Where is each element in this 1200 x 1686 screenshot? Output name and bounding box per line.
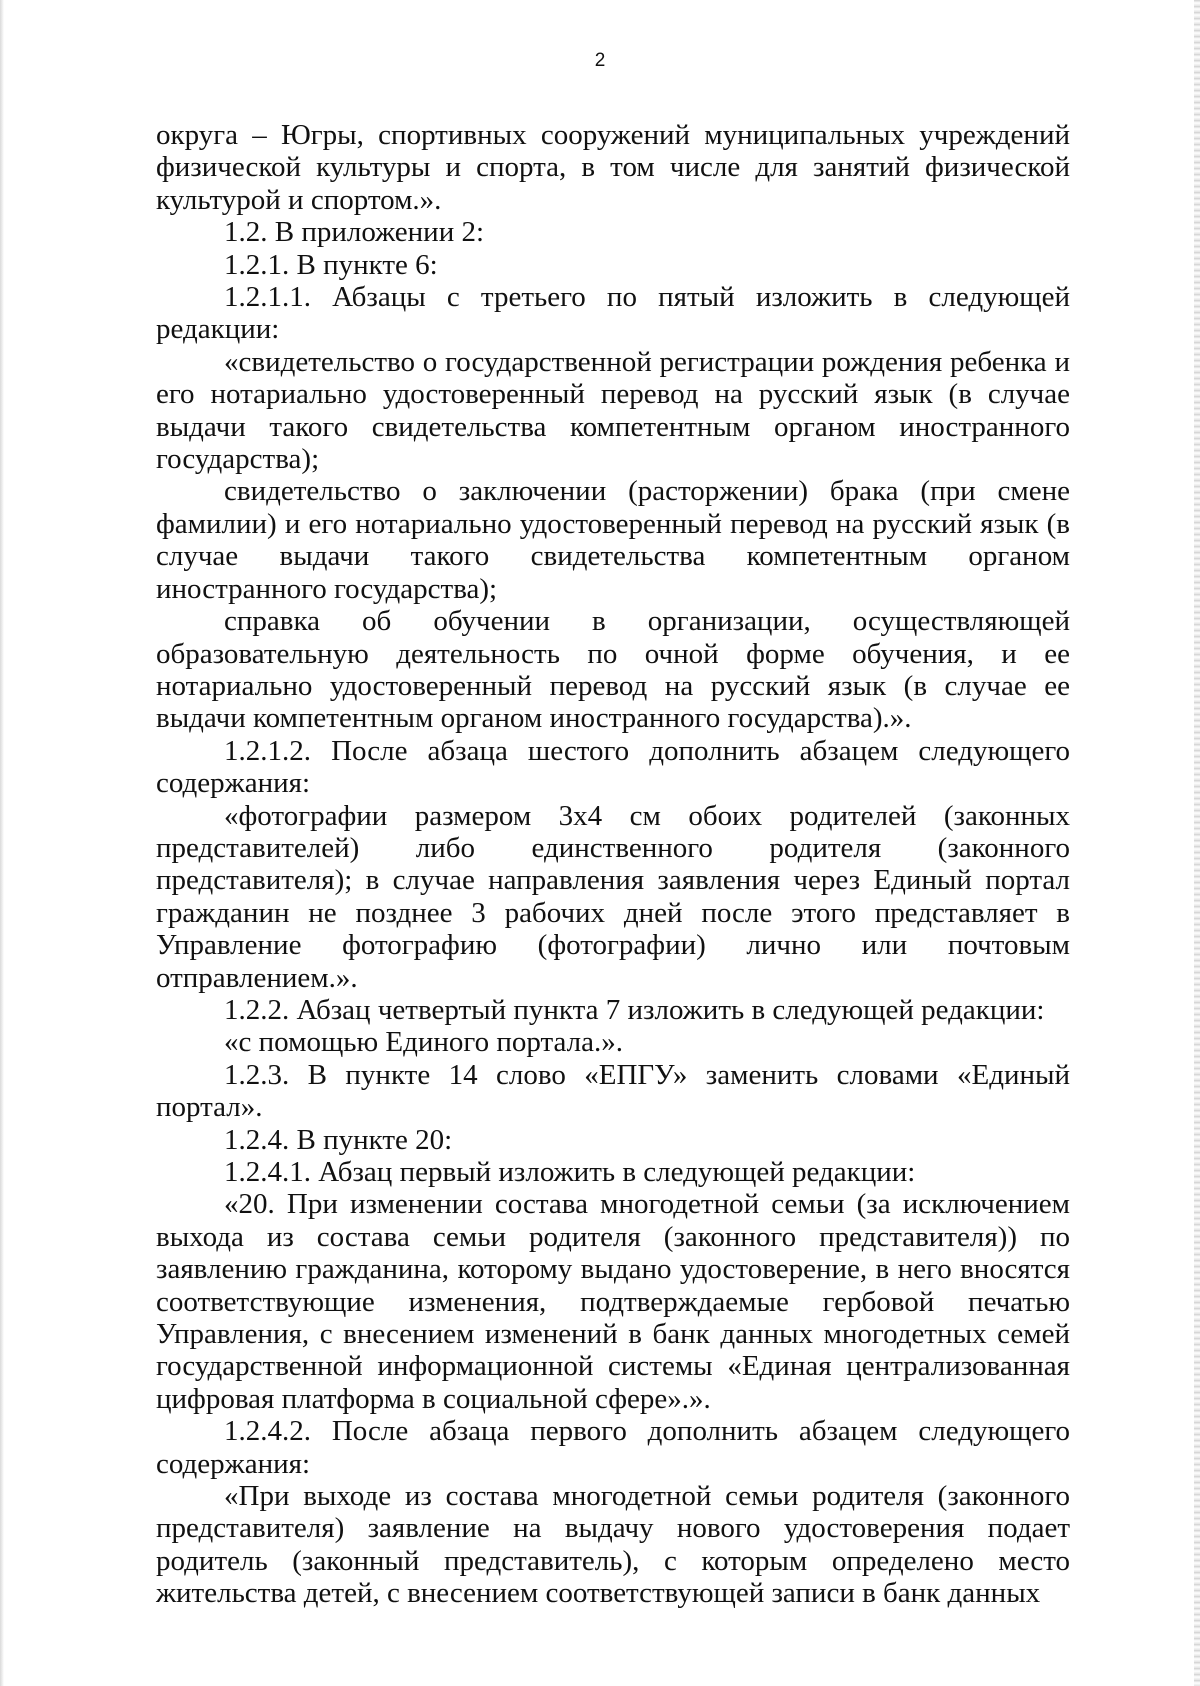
paragraph-education-certificate: справка об обучении в организации, осуществляющей образовательную деятельность по очной форме обучения, и ее нотариально удостоверенный перевод на русский язык (в случае ее выдачи компетентным органом иностранного государства).».	[156, 605, 1070, 735]
paragraph-birth-certificate: «свидетельство о государственной регистрации рождения ребенка и его нотариально удостоверенный перевод на русский язык (в случае выдачи такого свидетельства компетентным органом иностранного государства);	[156, 345, 1070, 476]
paragraph-1-2-1-2: 1.2.1.2. После абзаца шестого дополнить абзацем следующего содержания:	[156, 734, 1070, 800]
paragraph-marriage-certificate: свидетельство о заключении (расторжении) брака (при смене фамилии) и его нотариально удостоверенный перевод на русский язык (в случае выдачи такого свидетельства компетентным органом иностранного государства);	[156, 475, 1070, 605]
paragraph-point-20: «20. При изменении состава многодетной семьи (за исключением выхода из состава семьи родителя (законного представителя)) по заявлению гражданина, которому выдано удостоверение, в него вносятся соответствующие изменения, подтверждаемые гербовой печатью Управления, с внесением изменений в банк данных многодетных семей государственной информационной системы «Единая централизованная цифровая платформа в социальной сфере».».	[156, 1188, 1070, 1415]
scan-edge-left	[0, 0, 4, 1686]
paragraph-1-2-4: 1.2.4. В пункте 20:	[224, 1123, 453, 1156]
paragraph-1-2: 1.2. В приложении 2:	[224, 216, 485, 249]
paragraph-1-2-4-2: 1.2.4.2. После абзаца первого дополнить абзацем следующего содержания:	[156, 1415, 1070, 1480]
paragraph-1-2-1: 1.2.1. В пункте 6:	[224, 248, 438, 281]
paragraph-1-2-3: 1.2.3. В пункте 14 слово «ЕПГУ» заменить словами «Единый портал».	[156, 1058, 1070, 1124]
paragraph-1-2-4-1: 1.2.4.1. Абзац первый изложить в следующей редакции:	[224, 1156, 916, 1188]
page-number: 2	[594, 50, 606, 71]
document-body	[156, 119, 1070, 1610]
paragraph-1-2-2: 1.2.2. Абзац четвертый пункта 7 изложить в следующей редакции:	[224, 993, 1045, 1026]
paragraph-parent-exit: «При выходе из состава многодетной семьи родителя (законного представителя) заявление на выдачу нового удостоверения подает родитель (законный представитель), с которым определено место жительства детей, с внесением соответствующей записи в банк данных	[156, 1480, 1070, 1610]
scan-edge-right	[1194, 0, 1200, 1686]
paragraph-1-2-1-1: 1.2.1.1. Абзацы с третьего по пятый изложить в следующей редакции:	[156, 281, 1070, 346]
paragraph-unified-portal: «с помощью Единого портала.».	[224, 1026, 623, 1059]
paragraph-continuation: округа – Югры, спортивных сооружений муниципальных учреждений физической культуры и спорта, в том числе для занятий физической культурой и спортом.».	[156, 119, 1070, 216]
paragraph-photographs: «фотографии размером 3x4 см обоих родителей (законных представителей) либо единственного родителя (законного представителя); в случае направления заявления через Единый портал гражданин не позднее 3 рабочих дней после этого представляет в Управление фотографию (фотографии) лично или почтовым отправлением.».	[156, 799, 1070, 994]
